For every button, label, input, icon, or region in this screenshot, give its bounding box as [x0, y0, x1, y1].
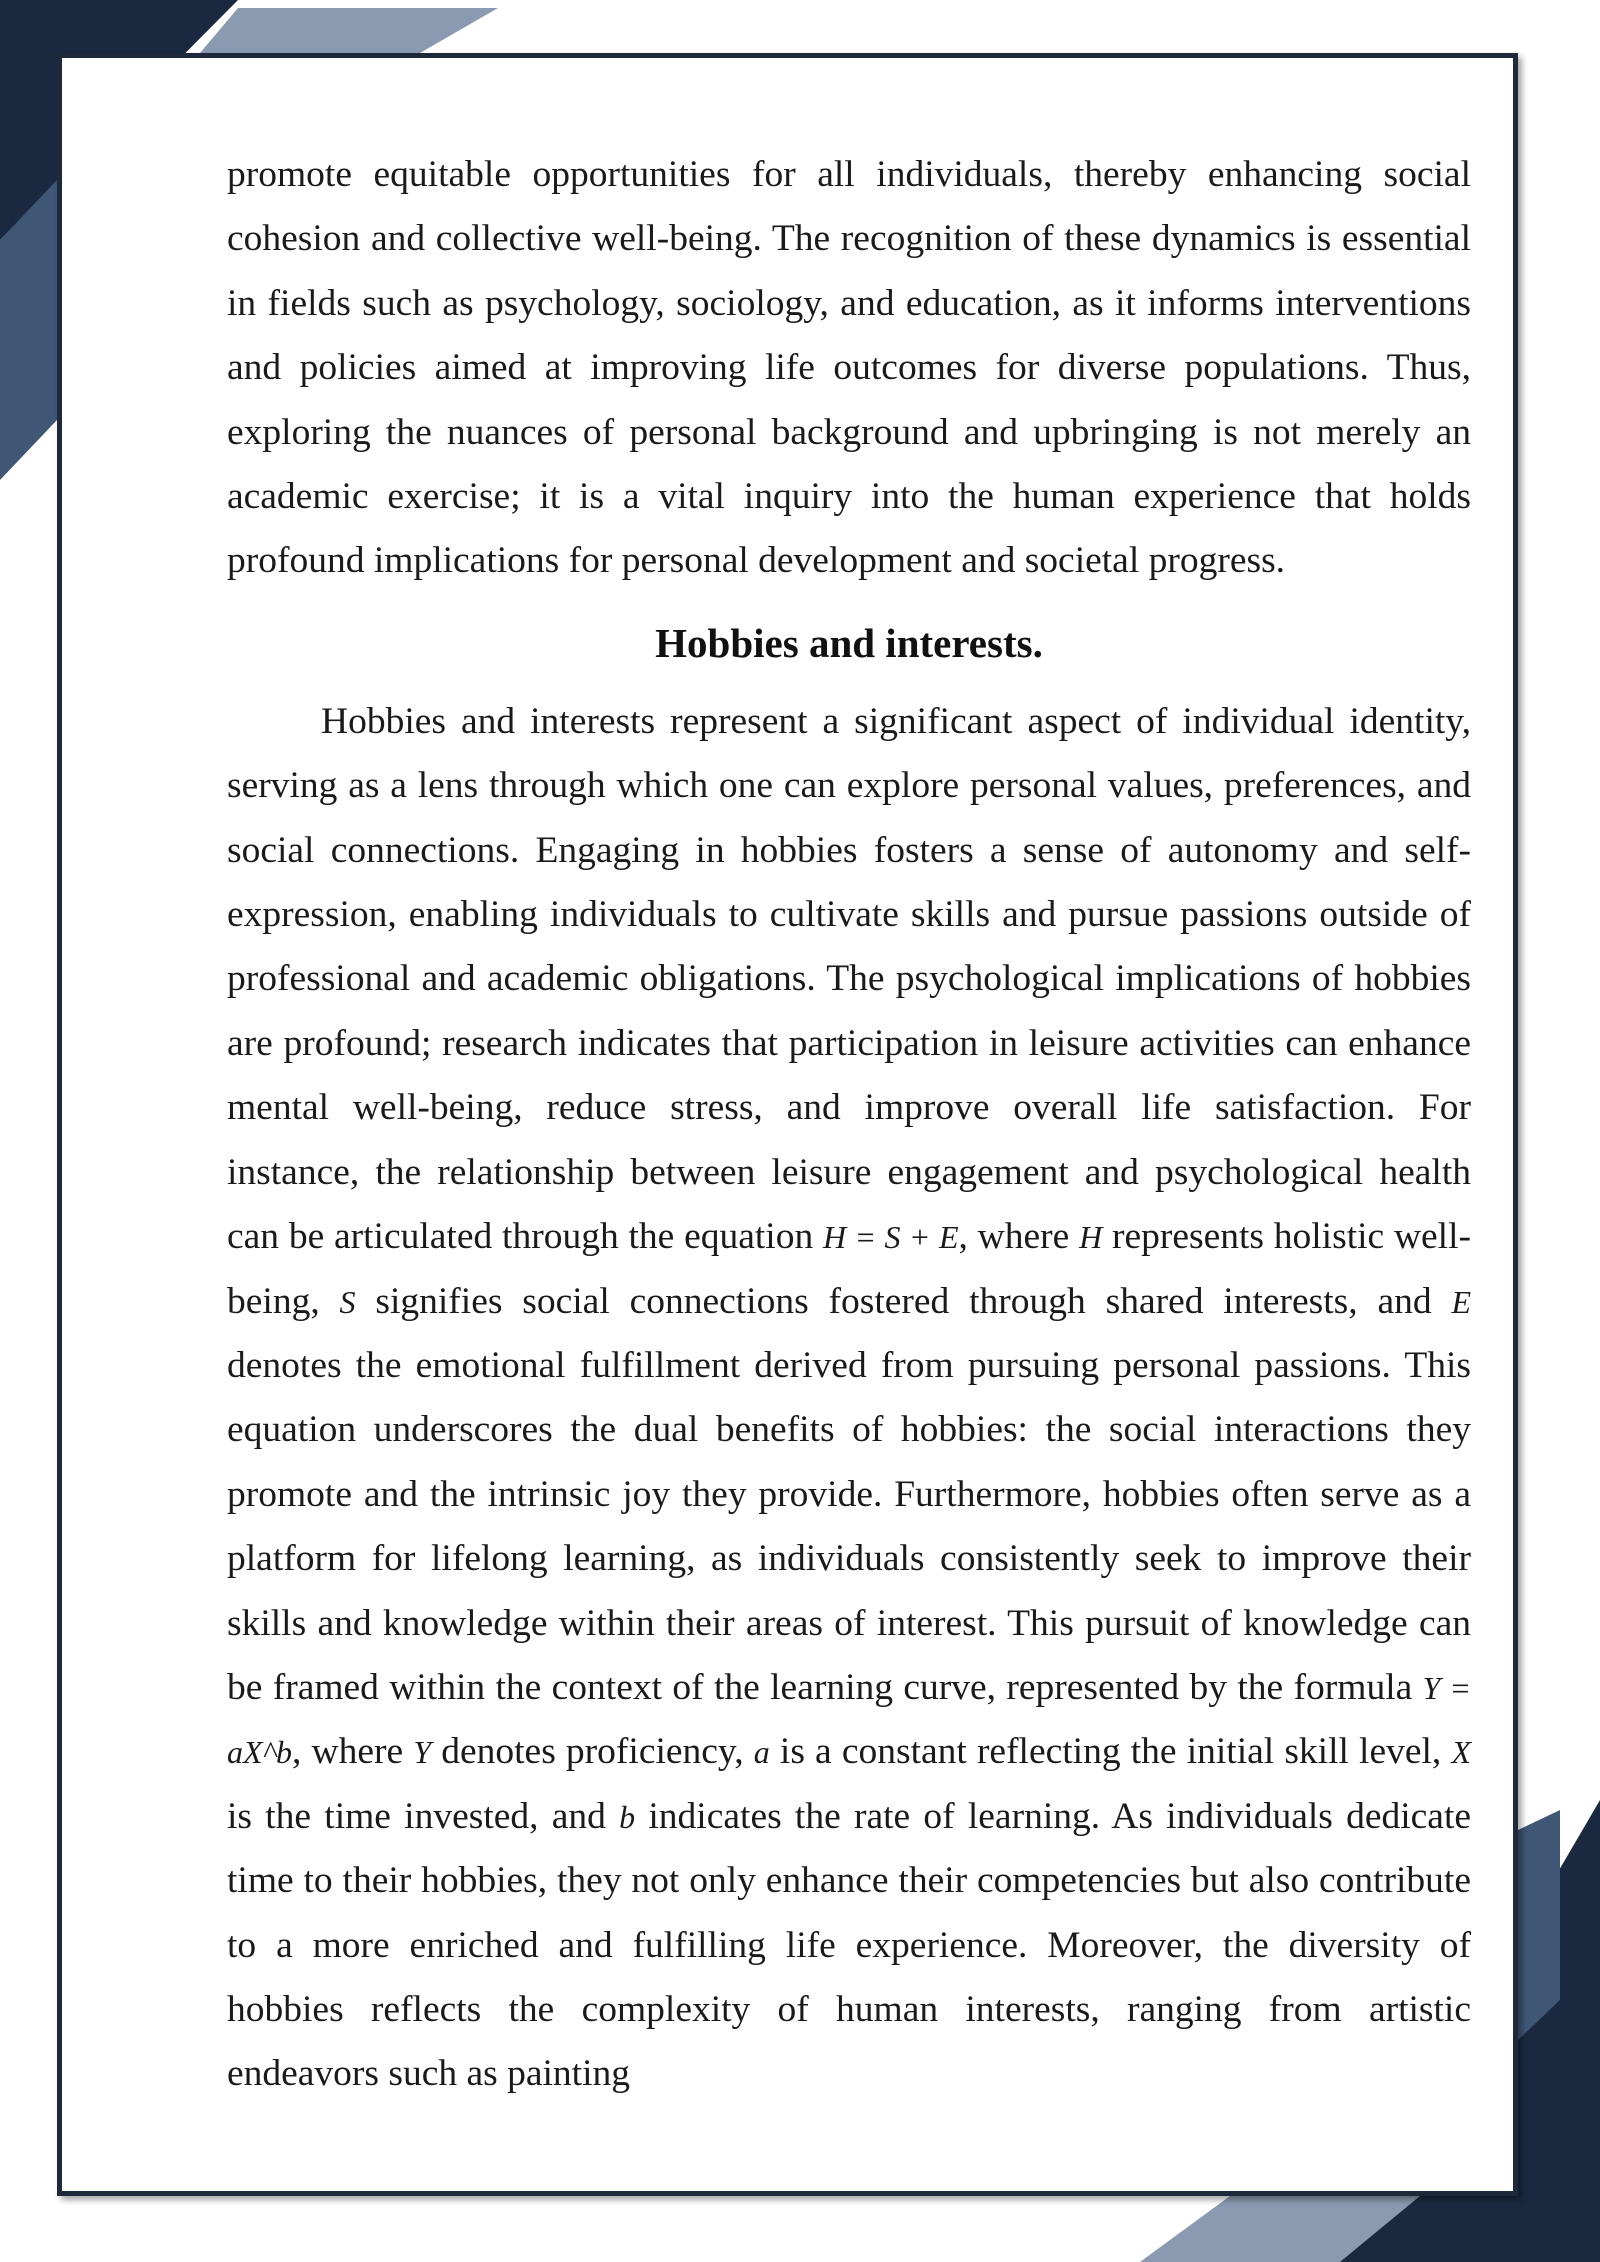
section-heading: Hobbies and interests. — [655, 619, 1043, 666]
equation-learning-curve: Y = aX^b — [227, 1669, 1471, 1771]
math-variable-s: S — [339, 1283, 356, 1320]
math-variable-b: b — [619, 1798, 636, 1835]
paragraph-text: denotes proficiency, — [431, 1731, 754, 1773]
decor-top-left-light — [200, 8, 498, 53]
math-variable-e: E — [1451, 1283, 1471, 1320]
paragraph-text: is a constant reflecting the initial skill level, — [769, 1731, 1452, 1773]
paragraph-text: , where — [292, 1731, 414, 1773]
paragraph-upbringing-conclusion: promote equitable opportunities for all individuals, thereby enhancing social cohesion and collective well-being. The recognition of these dynamics is essential in fields such as psychology, sociology, and education, as it informs interventions and policies aimed at improving life outcomes for diverse populations. Thus, exploring the nuances of personal background and upbringing is not merely an academic exercise; it is a vital inquiry into the human experience that holds profound implications for personal development and societal progress. — [227, 154, 1471, 582]
decor-bottom-right-mid — [1518, 1810, 1560, 2040]
math-variable-a: a — [753, 1734, 770, 1771]
paragraph-text: Hobbies and interests represent a significant aspect of individual identity, serving as a lens through which one can explore personal values, preferences, and social connections. Engaging in hobbies fosters a sense of autonomy and self-expression, enabling individuals to cultivate skills and pursue passions outside of professional and academic obligations. The psychological implications of hobbies are profound; research indicates that participation in leisure activities can enhance mental well-being, reduce stress, and improve overall life satisfaction. For instance, the relationship between leisure engagement and psychological health can be articulated through the equation — [227, 700, 1471, 1258]
paragraph-text: indicates the rate of learning. As individuals dedicate time to their hobbies, they not only enhance their competencies but also contribute to a more enriched and fulfilling life experience. Moreover, the diversity of hobbies reflects the complexity of human interests, ranging from artistic endeavors such as painting — [227, 1795, 1472, 2095]
math-variable-h: H — [1079, 1219, 1103, 1256]
paragraph-text: denotes the emotional fulfillment derived from pursuing personal passions. This equation underscores the dual benefits of hobbies: the social interactions they promote and the intrinsic joy they provide. Furthermore, hobbies often serve as a platform for lifelong learning, as individuals consistently seek to improve their skills and knowledge within their areas of interest. This pursuit of knowledge can be framed within the context of the learning curve, represented by the formula — [227, 1344, 1471, 1708]
document-body — [227, 143, 1471, 2107]
paragraph-text: represents holistic well-being, — [227, 1216, 1472, 1322]
paragraph-hobbies — [227, 690, 1471, 2107]
paragraph-text: is the time invested, and — [227, 1795, 620, 1837]
paragraph-text: , where — [958, 1216, 1080, 1258]
math-variable-y: Y — [413, 1734, 432, 1771]
paragraph-text: signifies social connections fostered through shared interests, and — [355, 1280, 1452, 1322]
equation-wellbeing: H = S + E — [823, 1219, 959, 1256]
math-variable-x: X — [1451, 1734, 1471, 1771]
